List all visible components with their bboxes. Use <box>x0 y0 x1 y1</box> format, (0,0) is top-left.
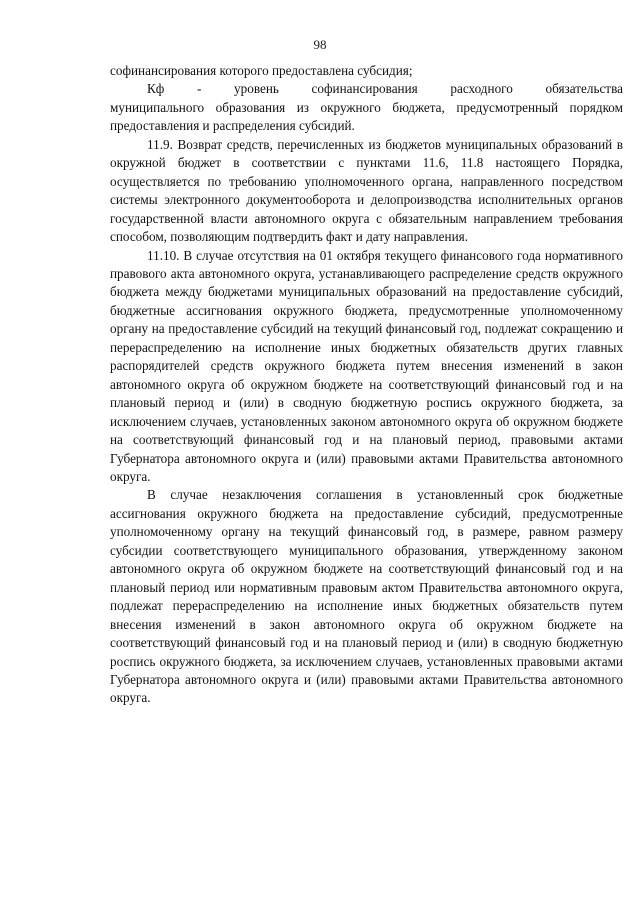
kf-word: уровень <box>234 81 279 97</box>
kf-dash: - <box>196 81 202 97</box>
paragraph-continuation: софинансирования которого предоставлена субсидия; <box>110 63 413 78</box>
kf-definition-line <box>110 80 623 98</box>
kf-definition-rest: муниципального образования из окружного бюджета, предусмотренный порядком предоставления и распределения субсидий. <box>110 99 623 134</box>
page-number: 98 <box>313 37 327 52</box>
kf-word: софинансирования <box>311 81 418 97</box>
kf-word: расходного <box>450 81 513 97</box>
kf-term: Кф <box>147 81 165 97</box>
kf-word: обязательства <box>545 81 623 97</box>
paragraph-non-conclusion: В случае незаключения соглашения в установленный срок бюджетные ассигнования окружного бюджета на предоставление субсидий, предусмотренные уполномоченному органу на текущий финансовый год, в размере, равном размеру субсидии соответствующего муниципального образования, утвержденному законом автономного округа об окружном бюджете на соответствующий финансовый год и на плановый период или нормативным правовым актом Правительства автономного округа, подлежат перераспределению на исполнение иных бюджетных обязательств путем внесения изменений в закон автономного округа об окружном бюджете на соответствующий финансовый год и на плановый период и (или) в сводную бюджетную роспись окружного бюджета, за исключением случаев, установленных правовыми актами Губернатора автономного округа и (или) правовыми актами Правительства автономного округа. <box>110 487 623 706</box>
paragraph-11-9: 11.9. Возврат средств, перечисленных из бюджетов муниципальных образований в окружной бюджет в соответствии с пунктами 11.6, 11.8 настоящего Порядка, осуществляется по требованию уполномоченного органа, направленного посредством системы электронного документооборота и делопроизводства исполнительных органов государственной власти автономного округа с обязательным направлением требования способом, позволяющим подтвердить факт и дату направления. <box>110 136 623 245</box>
document-body <box>110 62 623 708</box>
paragraph-11-10: 11.10. В случае отсутствия на 01 октября текущего финансового года нормативного правового акта автономного округа, устанавливающего распределение средств окружного бюджета между бюджетами муниципальных образований на предоставление субсидий, бюджетные ассигнования окружного бюджета, предусмотренные уполномоченному органу на предоставление субсидий на текущий финансовый год, подлежат сокращению и перераспределению на исполнение иных бюджетных обязательств других главных распорядителей средств окружного бюджета путем внесения изменений в закон автономного округа об окружном бюджете на соответствующий финансовый год и на плановый период и (или) в сводную бюджетную роспись окружного бюджета, за исключением случаев, установленных законом автономного округа об окружном бюджете на соответствующий финансовый год и на плановый период, правовыми актами Губернатора автономного округа и (или) правовыми актами Правительства автономного округа. <box>110 247 623 484</box>
